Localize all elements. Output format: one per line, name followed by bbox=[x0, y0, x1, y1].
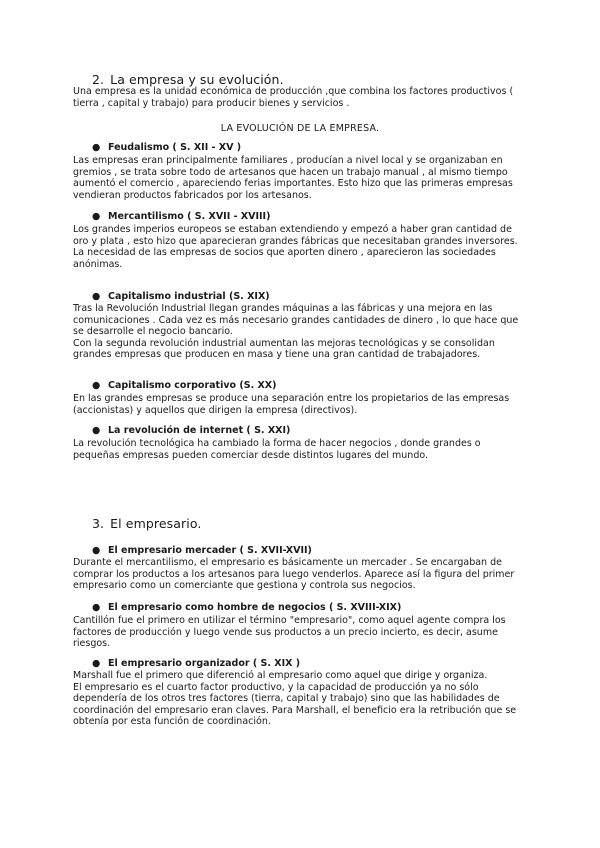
bullet-feudalismo bbox=[92, 142, 241, 153]
bullet-heading: El empresario organizador ( S. XIX ) bbox=[108, 658, 301, 669]
paragraph: Tras la Revolución Industrial llegan grandes máquinas a las fábricas y una mejora en las comunicaciones . Cada vez es más necesario grandes cantidades de dinero , lo que hace que se desarrolle el negocio bancario. bbox=[73, 303, 519, 337]
paragraph: La revolución tecnológica ha cambiado la forma de hacer negocios , donde grandes o pequeñas empresas pueden comerciar desde distintos lugares del mundo. bbox=[73, 438, 481, 461]
bullet-mercantilismo bbox=[92, 211, 270, 222]
paragraph: Cantillón fue el primero en utilizar el término "empresario", como aquel agente compra los factores de producción y luego vende sus productos a un precio incierto, es decir, asume riesgos. bbox=[73, 615, 506, 649]
paragraph: El empresario es el cuarto factor productivo, y la capacidad de producción ya no sólo dependería de los otros tres factores (tierra, capital y trabajo) sino que las habilidades de coordinación del empresario eran claves. Para Marshall, el beneficio era la retribución que se obtenía por esta función de coordinación. bbox=[73, 681, 517, 727]
paragraph: Marshall fue el primero que diferenció al empresario como aquel que dirige y organiza. bbox=[73, 670, 488, 681]
evolution-subtitle: LA EVOLUCIÓN DE LA EMPRESA. bbox=[220, 123, 380, 134]
bullet-heading: Feudalismo ( S. XII - XV ) bbox=[108, 142, 242, 153]
para-empresario-mercader bbox=[73, 557, 528, 592]
para-capitalismo-industrial bbox=[73, 303, 528, 361]
para-empresario-negocios bbox=[73, 615, 528, 650]
bullet-icon: ● bbox=[92, 602, 101, 613]
paragraph: Las empresas eran principalmente familiares , producían a nivel local y se organizaban en gremios , se trata sobre todo de artesanos que hacen un trabajo manual , al mismo tiempo aumentó el comercio , apareciendo ferias importantes. Esto hizo que las primeras empresas vendieran productos fabricados por los artesanos. bbox=[73, 155, 513, 201]
para-capitalismo-corporativo bbox=[73, 393, 528, 416]
bullet-empresario-mercader bbox=[92, 545, 312, 556]
paragraph: Con la segunda revolución industrial aumentan las mejoras tecnológicas y se consolidan grandes empresas que producen en masa y tiene una gran cantidad de trabajadores. bbox=[73, 337, 495, 360]
para-revolucion-internet bbox=[73, 438, 528, 461]
bullet-icon: ● bbox=[92, 545, 101, 556]
bullet-icon: ● bbox=[92, 211, 101, 222]
section-3-title: El empresario. bbox=[110, 516, 202, 531]
para-empresario-organizador bbox=[73, 670, 528, 728]
bullet-heading: Mercantilismo ( S. XVII - XVIII) bbox=[108, 211, 271, 222]
bullet-empresario-negocios bbox=[92, 602, 401, 613]
para-feudalismo bbox=[73, 155, 528, 201]
bullet-heading: Capitalismo industrial (S. XIX) bbox=[108, 291, 270, 302]
bullet-heading: Capitalismo corporativo (S. XX) bbox=[108, 380, 277, 391]
bullet-icon: ● bbox=[92, 291, 101, 302]
para-mercantilismo bbox=[73, 224, 528, 270]
section-3-heading bbox=[92, 516, 201, 531]
bullet-heading: La revolución de internet ( S. XXI) bbox=[108, 425, 291, 436]
section-2-title: La empresa y su evolución. bbox=[110, 72, 284, 87]
bullet-icon: ● bbox=[92, 658, 101, 669]
bullet-icon: ● bbox=[92, 142, 101, 153]
bullet-icon: ● bbox=[92, 425, 101, 436]
bullet-capitalismo-industrial bbox=[92, 291, 270, 302]
bullet-empresario-organizador bbox=[92, 658, 300, 669]
section-2-number: 2. bbox=[92, 72, 105, 87]
paragraph: Durante el mercantilismo, el empresario es básicamente un mercader . Se encargaban de comprar los productos a los artesanos para luego venderlos. Aparece así la figura del primer empresario como un comerciante que gestiona y controla sus negocios. bbox=[73, 557, 515, 591]
section-2-intro bbox=[73, 86, 528, 109]
bullet-heading: El empresario mercader ( S. XVII-XVII) bbox=[108, 545, 312, 556]
bullet-revolucion-internet bbox=[92, 425, 290, 436]
paragraph: En las grandes empresas se produce una separación entre los propietarios de las empresas (accionistas) y aquellos que dirigen la empresa (directivos). bbox=[73, 393, 510, 416]
bullet-icon: ● bbox=[92, 380, 101, 391]
bullet-capitalismo-corporativo bbox=[92, 380, 276, 391]
section-3-number: 3. bbox=[92, 516, 105, 531]
bullet-heading: El empresario como hombre de negocios ( S. XVIII-XIX) bbox=[108, 602, 402, 613]
paragraph: Los grandes imperios europeos se estaban extendiendo y empezó a haber gran cantidad de oro y plata , esto hizo que aparecieran grandes fábricas que necesitaban grandes inversores. bbox=[73, 224, 518, 247]
paragraph: La necesidad de las empresas de socios que aporten dinero , aparecieron las sociedades anónimas. bbox=[73, 247, 496, 270]
intro-paragraph: Una empresa es la unidad económica de producción ,que combina los factores productivos ( tierra , capital y trabajo) para producir bienes y servicios . bbox=[73, 86, 514, 109]
section-2-heading bbox=[92, 72, 284, 87]
